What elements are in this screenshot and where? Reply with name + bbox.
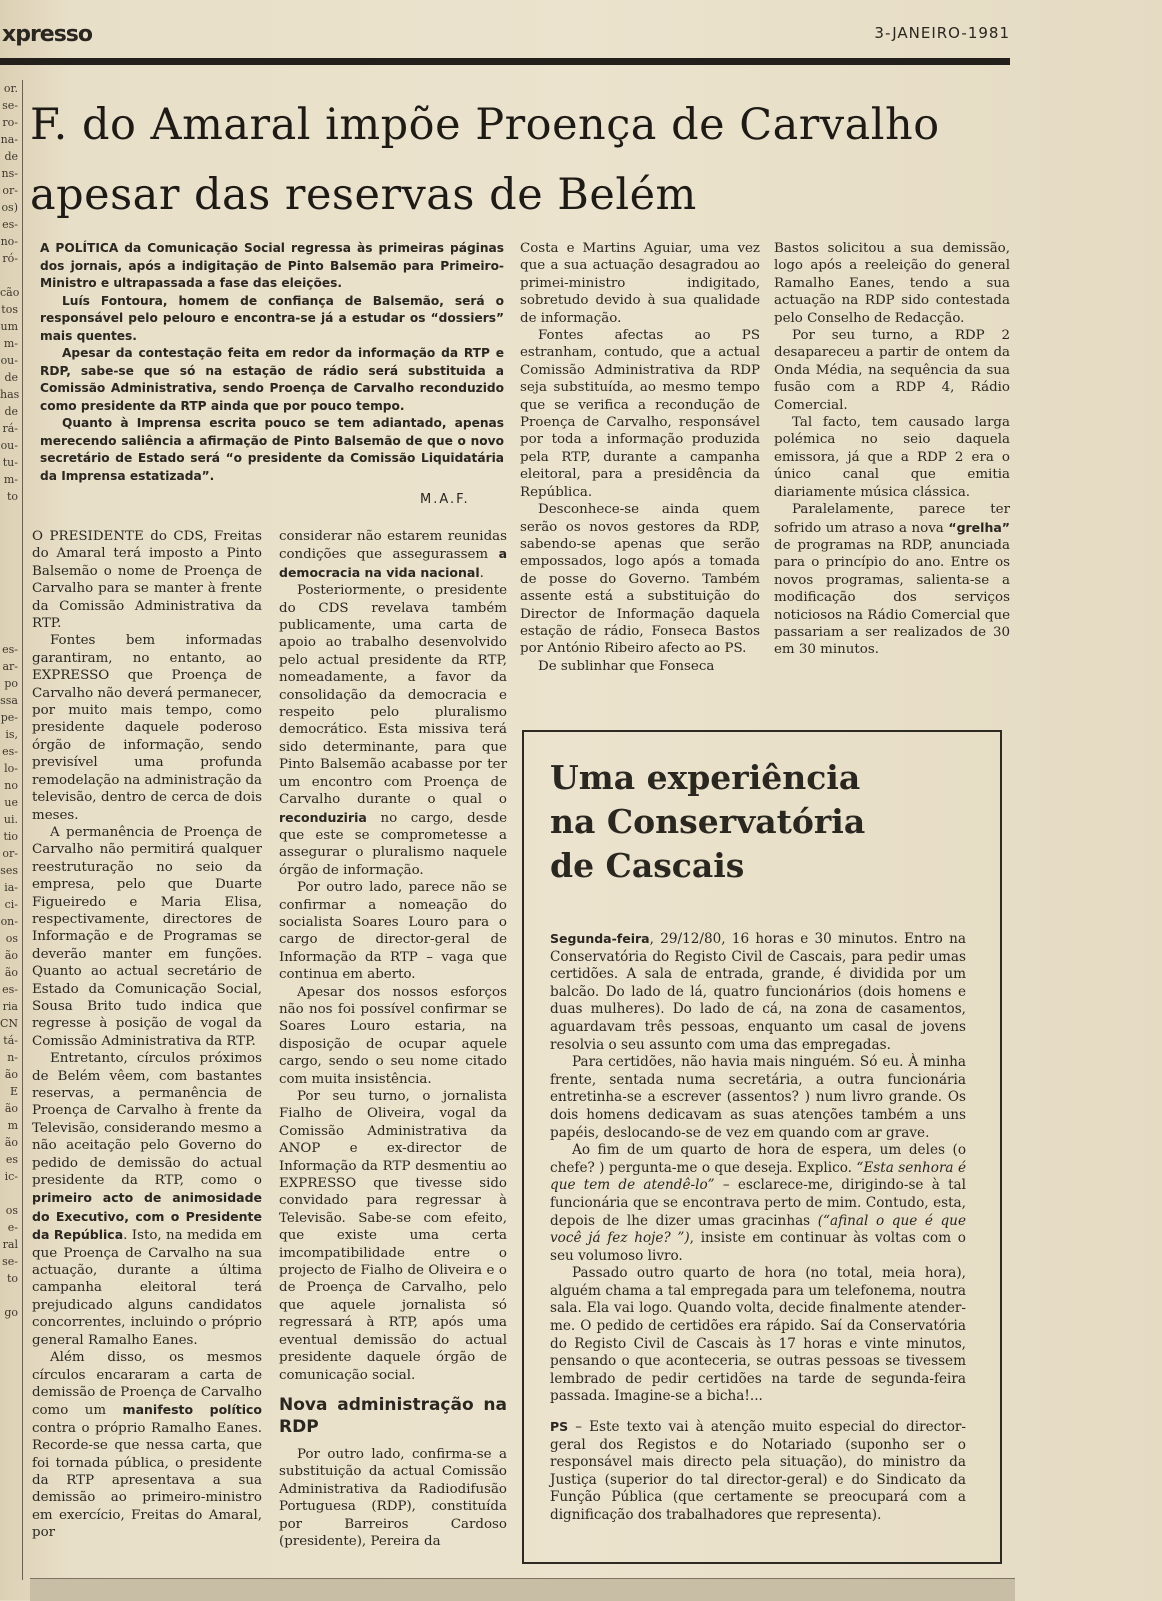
text-run: . Isto, na medida em que Proença de Carvalho na sua actuação, durante a última campanha eleitoral terá prejudicado alguns candidatos concorrentes, incluindo o próprio general Ramalho Eanes. [32,1228,262,1348]
box-title-line: de Cascais [550,846,745,885]
margin-fragment: se- [2,1255,18,1268]
margin-fragment: os [5,1204,18,1217]
text-run: – Este texto vai à atenção muito especial do director-geral dos Registos e do Notariado (suponho ser o responsável mais directo pela situação), do ministro da Justiça (superior do tal director-geral) e do Sindicato da Função Pública (que certamente se preocupará com a dignificação dos trabalhadores que representa). [550,1419,966,1523]
margin-fragment [0,522,22,539]
margin-fragment: ral [2,1238,18,1251]
margin-fragment [0,556,22,573]
bold-text-run: primeiro acto de animosidade do Executivo, com o Presidente da República [32,1190,262,1243]
paragraph [550,930,966,1054]
margin-fragment: no- [0,235,18,248]
lead-paragraph: Apesar da contestação feita em redor da informação da RTP e RDP, sabe-se que só na estação de rádio será substituida a Comissão Administrativa, sendo Proença de Carvalho reconduzido como presidente da RTP ainda que por pouco tempo. [40,346,504,413]
sidebar-box [522,730,1002,1564]
article-column-1 [32,528,262,1542]
margin-fragment: de [4,405,18,418]
margin-fragment [0,1185,22,1202]
margin-fragment: ui. [3,813,18,826]
lead-paragraph: Luís Fontoura, homem de confiança de Balsemão, será o responsável pelo pelouro e encontra-se já a estudar os “dossiers” mais quentes. [40,293,504,343]
paragraph: O PRESIDENTE do CDS, Freitas do Amaral terá imposto a Pinto Balsemão o nome de Proença de Carvalho para se manter à frente da Comissão Administrativa da RTP. [32,529,262,632]
margin-fragment: ão [4,966,18,979]
margin-fragment: ão [4,1068,18,1081]
margin-fragment: CN [0,1017,19,1030]
margin-fragment: na- [0,133,18,146]
margin-fragment: ão [4,949,18,962]
text-run: Ao fim de um quarto de hora de espera, um deles (o chefe? ) pergunta-me o que deseja. Explico. [550,1142,966,1176]
margin-fragment: to [6,490,18,503]
headline [30,90,1020,230]
margin-fragment: es- [2,218,18,231]
text-run: no cargo, desde que este se comprometesse a assegurar o pluralismo naquele órgão de informação. [279,810,507,878]
article-column-3 [520,240,760,675]
margin-fragment: m- [3,337,18,350]
margin-fragment: es- [2,643,18,656]
paragraph: Por outro lado, confirma-se a substituição da actual Comissão Administrativa da Radiodifusão Portuguesa (RDP), constituída por Barreiros Cardoso (presidente), Pereira da [279,1446,507,1549]
paragraph: Desconhece-se ainda quem serão os novos gestores da RDP, sabendo-se apenas que serão empossados, logo após a tomada de posse do Governo. Também assente está a substituição do Director de Informação daquela estação de rádio, Fonseca Bastos por António Ribeiro afecto ao PS. [520,502,760,657]
margin-fragment [0,590,22,607]
masthead [0,18,1010,54]
margin-fragment: ses [0,864,18,877]
margin-fragment [0,267,22,284]
bold-text-run: a democracia na vida nacional [279,546,507,580]
margin-fragment: go [4,1306,18,1319]
margin-fragment: e- [7,1221,18,1234]
margin-fragment: pe- [0,711,18,724]
margin-fragment: tá- [3,1034,18,1047]
text-run: – esclarece-me, dirigindo-se à tal funcionária que se encontrava perto de mim. Contudo, esta, depois de lhe dizer umas gracinhas [550,1177,966,1229]
text-run: Além disso, os mesmos círculos encararam a carta de demissão de Proença de Carvalho como um [32,1350,262,1419]
paragraph: Por seu turno, o jornalista Fialho de Oliveira, vogal da Comissão Administrativa da ANOP e ex-director de Informação da RTP desmentiu ao EXPRESSO que tivesse sido convidado para regressar à Televisão. Sabe-se com efeito, que existe uma certa imcompatibilidade entre o projecto de Fialho de Oliveira e o de Proença de Carvalho, pelo que aquele jornalista só regressará à RTP, após uma eventual demissão do actual presidente daquele órgão de comunicação social. [279,1089,507,1383]
paragraph: A permanência de Proença de Carvalho não permitirá qualquer reestruturação no seio da empresa, pelo que Duarte Figueiredo e Maria Elisa, respectivamente, directores de Informação e de Programas se deverão manter em funções. Quanto ao actual secretário de Estado da Comunicação Social, Sousa Brito tudo indica que regresse à posição de vogal da Comissão Administrativa da RTP. [32,824,262,1049]
paragraph: Fontes afectas ao PS estranham, contudo, que a actual Comissão Administrativa da RDP seja substituída, ao mesmo tempo que se verifica a recondução de Proença de Carvalho, responsável por toda a informação produzida pela RTP, durante a campanha eleitoral, para a presidência da República. [520,328,760,500]
margin-fragment: ic- [4,1170,18,1183]
box-body [550,930,966,1525]
margin-fragment: es [5,1153,18,1166]
paragraph: Por outro lado, parece não se confirmar a nomeação do socialista Soares Louro para o cargo de director-geral de Informação da RTP – vaga que continua em aberto. [279,880,507,983]
bold-text-run: PS [550,1419,569,1435]
margin-fragment: tu- [2,456,18,469]
margin-fragment: tio [3,830,18,843]
article-column-2 [279,528,507,1550]
margin-fragment [0,505,22,522]
paragraph [32,1349,262,1541]
margin-fragment: ns- [1,167,18,180]
margin-fragment: is, [5,728,18,741]
bold-text-run: “grelha” [948,519,1010,535]
margin-fragment: lo- [4,762,18,775]
margin-fragment: ró- [2,252,18,265]
paragraph [774,501,1010,659]
margin-fragment: ue [4,796,18,809]
margin-fragment: or. [3,82,18,95]
newspaper-brand: xpresso [2,22,93,47]
italic-quote: “Esta senhora é que tem de atendê-lo” [550,1159,966,1194]
margin-fragment: has [0,388,20,401]
paragraph: Tal facto, tem causado larga polémica no seio daquela emissora, já que a RDP 2 era o único canal que emitia diariamente música clássica. [774,415,1010,500]
italic-quote: (“afinal o que é que você já fez hoje? ”) [550,1212,966,1247]
article-column-4 [774,240,1010,659]
paragraph [279,582,507,879]
text-run: . [479,565,484,581]
lead-paragraph: A POLÍTICA da Comunicação Social regressa às primeiras páginas dos jornais, após a indigitação de Pinto Balsemão para Primeiro-Ministro e ultrapassada a fase das eleições. [40,241,504,290]
paragraph [550,1142,966,1265]
paragraph: Por seu turno, a RDP 2 desapareceu a partir de ontem da Onda Média, na sequência da sua fusão com a RDP 4, Rádio Comercial. [774,328,1010,413]
margin-fragment [0,607,22,624]
margin-fragment: cão [0,286,20,299]
margin-fragment: se- [2,99,18,112]
margin-fragment: to [6,1272,18,1285]
margin-fragment: ria [2,1000,18,1013]
lead-paragraph: Quanto à Imprensa escrita pouco se tem adiantado, apenas merecendo saliência a afirmação de Pinto Balsemão de que o novo secretário de Estado será “o presidente da Comissão Liquidatária da Imprensa estatizada”. [40,416,504,483]
paragraph: Costa e Martins Aguiar, uma vez que a sua actuação desagradou ao primei-ministro indigitado, sobretudo devido à sua qualidade de informação. [520,241,760,326]
bold-text-run: reconduziria [279,809,367,825]
masthead-rule [0,58,1010,65]
margin-fragment: m [7,1119,18,1132]
paragraph [279,528,507,582]
margin-fragment: es- [2,745,18,758]
margin-fragment: ão [4,1136,18,1149]
margin-fragment: os [5,932,18,945]
text-run: Entretanto, círculos próximos de Belém vêem, com bastantes reservas, a permanência de Proença de Carvalho à frente da Televisão, considerando mesmo a não aceitação pelo Governo do pedido de demissão do actual presidente da RTP, como o [32,1051,262,1189]
margin-fragment: ssa [0,694,18,707]
margin-fragment: ou- [0,439,18,452]
bold-text-run: manifesto político [122,1402,263,1418]
margin-fragment [0,539,22,556]
margin-fragment: os) [1,201,18,214]
margin-fragment: ia- [4,881,18,894]
box-title-line: na Conservatória [550,802,866,841]
text-run: , insiste em continuar às voltas com o seu volumoso livro. [550,1230,966,1264]
margin-fragment: es- [2,983,18,996]
author-initials: M.A.F. [420,492,470,507]
margin-fragment: ci- [4,898,18,911]
subheading: Nova administração na RDP [279,1394,507,1437]
paragraph: Apesar dos nossos esforços não nos foi possível confirmar se Soares Louro estaria, na disposição de ocupar aquele cargo, sendo o seu nome citado com muita insistência. [279,984,507,1087]
margin-fragment: de [4,371,18,384]
box-title [550,756,990,888]
headline-line-1: F. do Amaral impõe Proença de Carvalho [30,100,940,150]
lead-paragraphs [40,240,504,485]
margin-fragment: ão [4,1102,18,1115]
paragraph: De sublinhar que Fonseca [538,658,715,674]
paragraph: Bastos solicitou a sua demissão, logo após a reeleição do general Ramalho Eanes, tendo a sua actuação na RDP sido contestada pelo Conselho de Redacção. [774,241,1010,326]
paragraph: Para certidões, não havia mais ninguém. Só eu. À minha frente, sentada numa secretária, a outra funcionária entretinha-se a escrever (assentos? ) num livro grande. Os dois homens dedicavam as suas atenções também a uns papéis, deslocando-se de vez em quando com ar grave. [550,1054,966,1141]
text-run: de programas na RDP, anunciada para o princípio do ano. Entre os novos programas, salienta-se a modificação dos serviços noticiosos na Rádio Comercial que passariam a ser realizados de 30 em 30 minutos. [774,537,1010,658]
margin-fragment [0,573,22,590]
margin-fragment: or- [2,184,18,197]
headline-line-2: apesar das reservas de Belém [30,170,697,220]
postscript [550,1418,966,1525]
paragraph [32,1050,262,1349]
paragraph: Passado outro quarto de hora (no total, meia hora), alguém chama a tal empregada para um telefonema, noutra sala. Ela vai logo. Quando volta, decide finalmente atender-me. O pedido de certidões era rápido. Saí da Conservatória do Registo Civil de Cascais às 17 horas e vinte minutos, pensando o que aconteceria, se outras pessoas se tivessem lembrado de pedir certidões na tarde de segunda-feira passada. Imagine-se a bicha!... [550,1265,966,1405]
margin-fragment [0,624,22,641]
adjacent-column-fragments [0,80,23,1580]
margin-fragment: ro- [2,116,18,129]
margin-fragment: po [4,677,18,690]
margin-fragment: m- [3,473,18,486]
margin-fragment: rá- [2,422,18,435]
margin-fragment: on- [0,915,18,928]
margin-fragment: um [0,320,18,333]
text-run: contra o próprio Ramalho Eanes. Recorde-se que nessa carta, que foi tornada pública, o presidente da RTP apresentava a sua demissão ao primeiro-ministro em exercício, Freitas do Amaral, por [32,1420,262,1541]
issue-date: 3-JANEIRO-1981 [874,24,1010,42]
text-run: Paralelamente, parece ter sofrido um atraso a nova [774,502,1010,536]
margin-fragment: ar- [2,660,18,673]
text-run: considerar não estarem reunidas condições que assegurassem [279,529,507,563]
margin-fragment [0,1287,22,1304]
text-run: Posteriormente, o presidente do CDS revelava também publicamente, uma carta de apoio ao trabalho desenvolvido pelo actual presidente da RTP, nomeadamente, a favor da consolidação da democracia e respeito pelo pluralismo democrático. Esta missiva terá sido determinante, para que Pinto Balsemão acabasse por ter um encontro com Proença de Carvalho durante o qual o [279,583,507,808]
paragraph: Fontes bem informadas garantiram, no entanto, ao EXPRESSO que Proença de Carvalho não deverá permanecer, por muito mais tempo, como presidente daquele poderoso órgão de informação, sendo previsível uma profunda remodelação na administração da televisão, dentro de cerca de dois meses. [32,633,262,823]
box-title-line: Uma experiência [550,758,861,797]
margin-fragment: no [4,779,18,792]
margin-fragment: tos [1,303,18,316]
bottom-border [30,1578,1015,1601]
margin-fragment: n- [7,1051,18,1064]
margin-fragment: or- [2,847,18,860]
bold-text-run: Segunda-feira [550,931,650,946]
margin-fragment: E [9,1085,18,1098]
margin-fragment: ou- [0,354,18,367]
text-run: , 29/12/80, 16 horas e 30 minutos. Entro na Conservatória do Registo Civil de Cascais, para pedir umas certidões. A sala de entrada, grande, é dividida por um balcão. Do lado de lá, quatro funcionários (dois homens e duas mulheres). Do lado de cá, na zona de casamentos, aguardavam três pessoas, enquanto um casal de jovens resolvia o seu assunto com uma das empregadas. [550,931,966,1053]
margin-fragment: de [4,150,18,163]
